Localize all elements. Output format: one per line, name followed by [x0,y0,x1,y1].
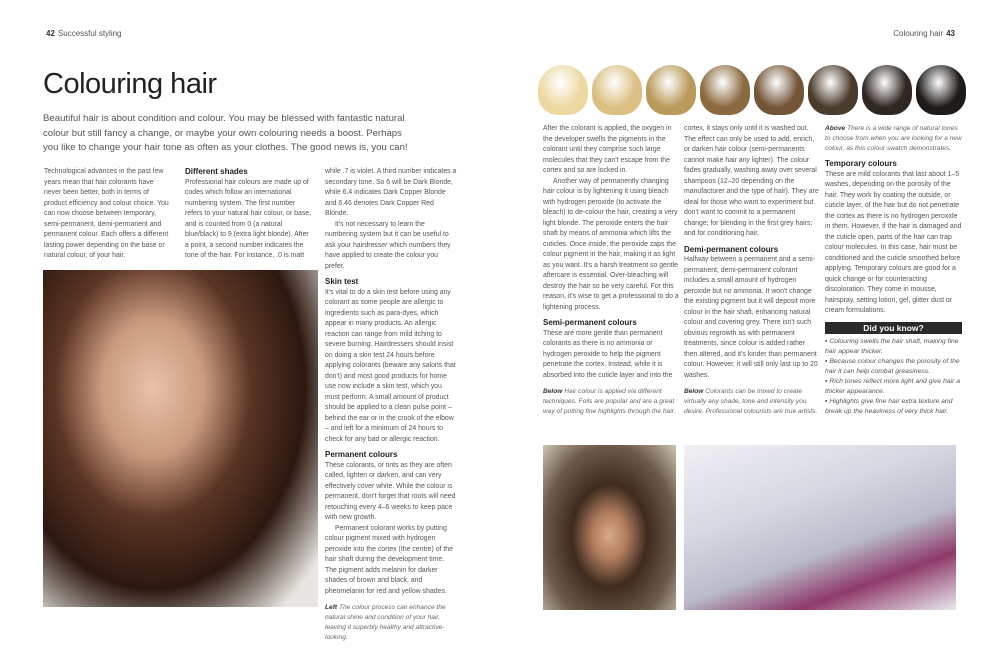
caption [684,387,820,417]
paragraph: Another way of permanently changing hair colour is by lightening it using bleach with hydrogen peroxide (to activate the bleach) to de-colour the hair, creating a very light blonde. The peroxide enters the hair shaft by means of ammonia which lifts the cuticles. Once inside, the peroxide zaps the colour pigment in the hair, making it as light as you want. It's a harsh treatment so gentle aftercare is essential. Over-bleaching will destroy the hair so be very careful. For this reason, it's wise to get a professional to do a lightening process. [543,177,679,311]
hair-swatch [808,65,858,115]
hair-colour-application-photo [543,445,676,610]
heading: Different shades [185,167,248,176]
paragraph: These colorants, or tints as they are often called, lighten or darken, and can very effectively cover white. While the colour is permanent, don't forget that roots will need retouching every 4–6 weeks to keep pace with new growth. [325,461,456,521]
did-you-know-list [825,337,962,417]
caption-label: Below [684,388,704,395]
left-folio [43,29,122,38]
caption [543,387,679,417]
intro: Beautiful hair is about condition and colour. You may be blessed with fantastic natural colour but still fancy a change, or maybe your own colouring needs a boost. Perhaps you like to change your hair tone as often as your clothes. The good news is, you can! [43,113,408,154]
page-number: 43 [946,29,955,38]
hair-swatch [916,65,966,115]
caption-label: Left [325,604,338,611]
list-item-text: Colouring swells the hair shaft, making fine hair appear thicker. [825,337,959,355]
heading: Temporary colours [825,159,897,168]
section-title: Colouring hair [893,29,944,38]
paragraph: Halfway between a permanent and a semi-permanent, demi-permanent colorant includes a small amount of hydrogen peroxide but no ammonia. It won't change the existing pigment but it will deposit more colour in the hair shaft, enhancing natural colour and covering grey. There isn't such obvious regrowth as with permanent treatments, since colour is added rather then altered, and it's kinder than permanent colour. However, it will still only last up to 20 washes. [684,256,818,379]
paragraph: while .7 is violet. A third number indicates a secondary tone. So 6 will be Dark Blonde, while 6.4 indicates Dark Copper Blonde and 6.46 denotes Dark Copper Red Blonde. [325,168,457,217]
heading: Demi-permanent colours [684,244,779,254]
right-folio [893,29,958,38]
colorant-tubes-photo [684,445,956,610]
column-2 [185,167,313,262]
caption-label: Below [543,388,563,395]
section-title: Successful styling [57,29,122,38]
list-item-text: Highlights give fine hair extra texture and break up the heaviness of very thick hair. [825,397,953,415]
paragraph: Professional hair colours are made up of codes which follow an international numbering system. The first number refers to your natural hair colour, or base, and is counted from 0 (a natural blue/black) to 9 (extra light blonde). After a point, a second number indicates the tone of the hair. For instance, .0 is matt [185,178,312,259]
hair-swatch [646,65,696,115]
page-title: Colouring hair [43,68,217,100]
column-3 [325,167,457,643]
paragraph: These are more gentle than permanent colorants as there is no ammonia or hydrogen peroxide to help the pigment penetrate the cortex. Instead, while it is absorbed into the cuticle layer and into the [543,329,673,379]
paragraph: These are mild colorants that last about 1–5 washes, depending on the porosity of the hair. They work by coating the outside, or cuticle layer, of the hair but do not penetrate the cortex as there is no hydrogen peroxide in them. However, if the hair is damaged and the cuticle open, parts of the hair can trap colour molecules. In this case, hair must be conditioned and the cuticle smoothed before applying. Temporary colours are good for a quick change or for counteracting discoloration. They come in mousse, hairspray, setting lotion, gel, glitter dust or cream formulations. [825,170,962,314]
caption-text: Colorants can be mixed to create virtually any shade, tone and intensity you desire. Professional colourists are true artists. [684,388,818,415]
caption [825,124,962,154]
hair-swatch [862,65,912,115]
column-1 [44,167,172,262]
list-item: ▪ Because colour changes the porosity of the hair it can help combat greasiness. [825,357,960,375]
paragraph: After the colorant is applied, the oxygen in the developer swells the pigments in the colorant until they comprise such large molecules that they can't escape from the cortex and so are locked in. [543,125,672,174]
caption [325,603,457,643]
column-5 [684,124,820,417]
caption-text: The colour process can enhance the natural shine and condition of your hair, leaving it superbly healthy and attractive-looking. [325,604,446,641]
caption-text: There is a wide range of natural tones to choose from when you are looking for a new colour, as this colour swatch demonstrates. [825,125,962,152]
paragraph: It's not necessary to learn the numbering system but it can be useful to ask your hairdresser which numbers they have applied to create the colour you prefer. [325,220,451,270]
woman-portrait-photo [43,270,318,607]
heading: Skin test [325,277,359,286]
column-4 [543,124,679,417]
paragraph: Technological advances in the past few years mean that hair colorants have never been better, both in terms of product efficiency and colour choice. You can now choose between temporary, semi-permanent, demi-permanent and permanent colour. Each offers a different lasting power depending on the base or natural colour, of your hair. [44,168,169,259]
did-you-know-heading: Did you know? [825,322,962,334]
hair-swatch [592,65,642,115]
list-item: ▪ Colouring swells the hair shaft, making fine hair appear thicker. [825,337,959,355]
list-item: ▪ Highlights give fine hair extra texture and break up the heaviness of very thick hair. [825,397,953,415]
caption-label: Above [825,125,846,132]
list-item-text: Because colour changes the porosity of the hair it can help combat greasiness. [825,357,960,375]
heading: Semi-permanent colours [543,318,637,327]
paragraph: It's vital to do a skin test before using any colorant as some people are allergic to ingredients such as para-dyes, which appear in many products. An allergic reaction can range from mild itching to severe burning. Hairdressers should insist on doing a skin test 24 hours before applying colorants (beware any salons that don't) and most good products for home use now include a skin test, which you must perform. A small amount of product should be applied to a clean pulse point – behind the ear or in the crook of the elbow – and left for a minimum of 24 hours to check for any bad or allergic reaction. [325,288,456,443]
caption-text: Hair colour is applied via different techniques. Foils are popular and are a great way of putting fine highlights through the hair. [543,388,676,415]
heading: Permanent colours [325,450,398,459]
list-item: ▪ Rich tones reflect more light and give hair a thicker appearance. [825,377,961,395]
column-6 [825,124,962,417]
paragraph: cortex, it stays only until it is washed out. The effect can only be used to add, enrich, or darken hair colour (semi-permanents cannot make hair any lighter). The colour fades gradually, washing away over several shampoos (12–20 depending on the manufacturer and the type of hair). They are ideal for those who want to experiment but don't want to commit to a permanent change; for blending in the first grey hairs; and for conditioning hair. [684,125,819,237]
hair-swatch [700,65,750,115]
page-number: 42 [46,29,55,38]
list-item-text: Rich tones reflect more light and give hair a thicker appearance. [825,377,961,395]
hair-swatch [754,65,804,115]
hair-swatch [538,65,588,115]
paragraph: Permanent colorant works by putting colour pigment mixed with hydrogen peroxide into the cortex (the centre) of the hair shaft during the development time. The pigment adds melanin for darker shades of brown and black, and pheomelanin for red and yellow shades. [325,524,453,595]
